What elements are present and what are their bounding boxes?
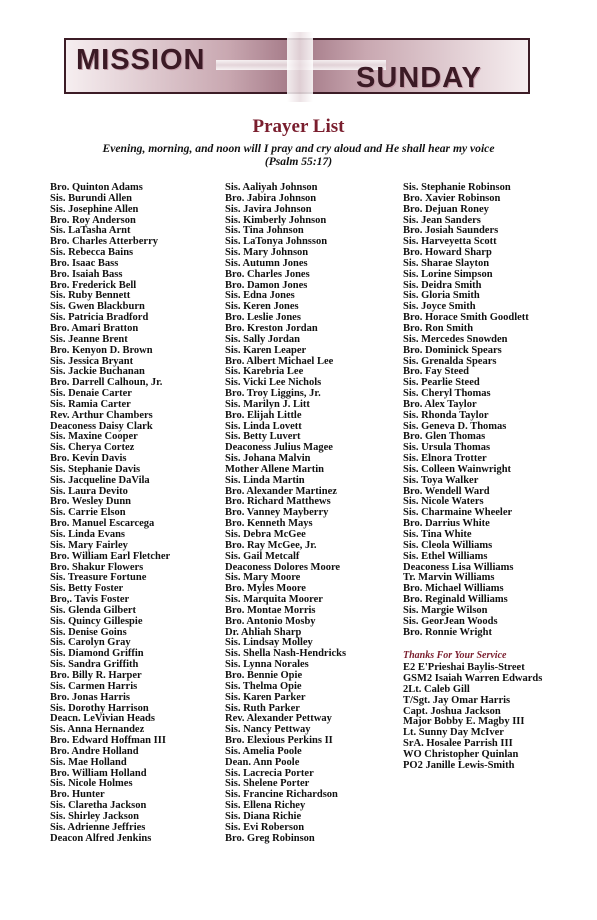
service-members-list (403, 663, 588, 772)
prayer-name: Bro. Dejuan Roney (403, 203, 489, 215)
prayer-name: Sis. Marquita Moorer (225, 594, 323, 606)
prayer-name: Sis. Carmen Harris (50, 680, 138, 692)
prayer-name: Bro. Richard Matthews (225, 496, 331, 508)
prayer-name: Sis. LaTasha Arnt (50, 225, 131, 237)
prayer-name: Sis. Rhonda Taylor (403, 409, 489, 421)
prayer-name: Bro. Edward Hoffman III (50, 735, 166, 747)
prayer-name: Sis. Lindsay Molley (225, 637, 313, 649)
prayer-name: Mother Allene Martin (225, 463, 324, 475)
prayer-name: Sis. Francine Richardson (225, 789, 338, 801)
prayer-name: Bro. Albert Michael Lee (225, 355, 334, 367)
prayer-name: Sis. Keren Jones (225, 301, 299, 313)
prayer-name: Sis. Mary Fairley (50, 539, 128, 551)
prayer-name: Bro. Kenneth Mays (225, 518, 313, 530)
prayer-name: Sis. Sally Jordan (225, 333, 300, 345)
prayer-name: Deaconess Julius Magee (225, 442, 333, 454)
prayer-name: Sis. Adrienne Jeffries (50, 821, 146, 833)
prayer-name: Sis. Rebecca Bains (50, 247, 134, 259)
prayer-name: Sis. Nicole Waters (403, 496, 484, 508)
prayer-name: Sis. Carolyn Gray (50, 637, 131, 649)
prayer-name: Sis. Treasure Fortune (50, 572, 147, 584)
service-member-name: T/Sgt. Jay Omar Harris (403, 694, 511, 706)
prayer-name: Bro. Amari Bratton (50, 322, 139, 334)
prayer-name: Sis. Charmaine Wheeler (403, 507, 513, 519)
prayer-name: Bro. Damon Jones (225, 279, 308, 291)
prayer-name: Deaconess Dolores Moore (225, 561, 341, 573)
prayer-name: Sis. Joyce Smith (403, 301, 476, 313)
prayer-name: Bro. Fay Steed (403, 366, 470, 378)
prayer-name: Deacn. LeVivian Heads (50, 713, 155, 725)
service-member-name: E2 E'Prieshai Baylis-Street (403, 662, 525, 673)
service-heading: Thanks For Your Service (403, 650, 507, 661)
prayer-name: Bro. Bennie Opie (225, 669, 303, 681)
prayer-name: Sis. Linda Martin (225, 474, 305, 486)
prayer-name: Sis. Javira Johnson (225, 203, 312, 215)
prayer-name: Bro. Frederick Bell (50, 279, 137, 291)
prayer-name: Sis. Nicole Holmes (50, 778, 133, 790)
prayer-name: Sis. Debra McGee (225, 529, 306, 540)
prayer-name: Sis. Nancy Pettway (225, 724, 311, 736)
prayer-name: Bro. Hunter (50, 789, 105, 801)
prayer-name: Sis. Josephine Allen (50, 203, 139, 215)
prayer-name: Bro. William Holland (50, 767, 147, 779)
prayer-name: Sis. Tina Johnson (225, 225, 304, 237)
prayer-name: Bro. Michael Williams (403, 583, 504, 595)
verse-text: Evening, morning, and noon will I pray and cry aloud and He shall hear my voice (102, 142, 495, 155)
prayer-name: Bro,. Tavis Foster (50, 594, 130, 606)
page-title: Prayer List (252, 116, 345, 137)
service-member-name: Major Bobby E. Magby III (403, 716, 525, 728)
prayer-name: Bro. Roy Anderson (50, 214, 136, 226)
prayer-name: Sis. Margie Wilson (403, 604, 488, 616)
verse-reference: (Psalm 55:17) (264, 155, 333, 168)
prayer-name: Sis. Geneva D. Thomas (403, 420, 507, 432)
service-member-name: Capt. Joshua Jackson (403, 705, 501, 717)
prayer-list-column-3 (403, 183, 588, 638)
prayer-name: Bro. Elexious Perkins II (225, 735, 333, 747)
prayer-name: Bro. Troy Liggins, Jr. (225, 388, 321, 400)
prayer-name: Bro. Josiah Saunders (403, 225, 499, 237)
prayer-name: Sis. Mary Johnson (225, 247, 309, 259)
prayer-name: Bro. Jonas Harris (50, 691, 131, 703)
prayer-name: Sis. Jessica Bryant (50, 355, 134, 367)
prayer-name: Sis. Karen Leaper (225, 344, 307, 356)
prayer-name: Sis. Claretha Jackson (50, 800, 147, 812)
prayer-name: Bro. Charles Atterberry (50, 236, 158, 248)
prayer-name: Dean. Ann Poole (225, 756, 300, 768)
prayer-list-column-1 (50, 183, 235, 844)
prayer-name: Sis. Stephanie Robinson (403, 182, 511, 193)
prayer-name: Sis. Cleola Williams (403, 539, 493, 551)
prayer-name: Bro. Wesley Dunn (50, 496, 132, 508)
prayer-name: Bro. Darrell Calhoun, Jr. (50, 377, 163, 389)
prayer-name: Sis. Vicki Lee Nichols (225, 377, 322, 389)
prayer-name: Bro. Dominick Spears (403, 344, 502, 356)
prayer-name: Bro. Leslie Jones (225, 312, 301, 324)
prayer-name: Sis. Edna Jones (225, 290, 295, 302)
prayer-name: Sis. Deidra Smith (403, 279, 482, 291)
prayer-name: Bro. Ron Smith (403, 322, 474, 334)
prayer-name: Bro. Darrius White (403, 518, 490, 530)
prayer-name: Sis. Mae Holland (50, 756, 127, 768)
prayer-name: Bro. Horace Smith Goodlett (403, 312, 529, 324)
prayer-name: Sis. Lacrecia Porter (225, 767, 314, 779)
prayer-name: Sis. Harveyetta Scott (403, 236, 497, 248)
prayer-name: Bro. Alex Taylor (403, 398, 477, 410)
prayer-name: Sis. Grenalda Spears (403, 355, 497, 367)
prayer-name: Bro. Ray McGee, Jr. (225, 539, 317, 551)
prayer-name: Sis. Elnora Trotter (403, 453, 487, 465)
prayer-name: Sis. Cherya Cortez (50, 442, 135, 454)
prayer-name: Bro. Manuel Escarcega (50, 518, 155, 530)
prayer-list-column-2 (225, 183, 410, 844)
prayer-name: Sis. Sharae Slayton (403, 257, 490, 269)
prayer-name: Bro. Kreston Jordan (225, 322, 318, 334)
prayer-name: Sis. Kimberly Johnson (225, 214, 327, 226)
prayer-name: Sis. Ursula Thomas (403, 442, 491, 454)
prayer-name: Bro. William Earl Fletcher (50, 550, 171, 562)
prayer-name: Sis. Ellena Richey (225, 800, 306, 812)
banner-word-sunday: SUNDAY (356, 62, 482, 94)
prayer-name: Sis. Dorothy Harrison (50, 702, 149, 714)
prayer-name: Sis. GeorJean Woods (403, 615, 498, 627)
prayer-name: Sis. Amelia Poole (225, 745, 302, 757)
prayer-name: Sis. Shelene Porter (225, 778, 310, 790)
prayer-name: Sis. Betty Foster (50, 583, 124, 595)
mission-sunday-banner (64, 38, 530, 94)
prayer-name: Sis. Karebria Lee (225, 366, 304, 378)
prayer-name: Bro. Vanney Mayberry (225, 507, 329, 519)
prayer-name: Deaconess Daisy Clark (50, 420, 153, 432)
prayer-name: Sis. Cheryl Thomas (403, 388, 491, 400)
prayer-name: Bro. Billy R. Harper (50, 669, 142, 681)
prayer-name: Sis. Linda Lovett (225, 420, 302, 432)
prayer-name: Bro. Isaiah Bass (50, 268, 123, 280)
prayer-name: Sis. Diamond Griffin (50, 648, 144, 660)
scripture-verse (40, 142, 557, 168)
banner-word-mission: MISSION (76, 44, 206, 76)
service-member-name: PO2 Janille Lewis-Smith (403, 760, 515, 772)
prayer-name: Sis. Jacqueline DaVila (50, 474, 150, 486)
prayer-name: Bro. Kenyon D. Brown (50, 344, 153, 356)
prayer-name: Sis. Sandra Griffith (50, 659, 139, 671)
prayer-name: Dr. Ahliah Sharp (225, 626, 302, 638)
prayer-name: Sis. Gloria Smith (403, 290, 480, 302)
prayer-name: Sis. Lynna Norales (225, 659, 309, 671)
service-member-name: WO Christopher Quinlan (403, 749, 519, 761)
prayer-name: Tr. Marvin Williams (403, 572, 495, 584)
prayer-name: Sis. Johana Malvin (225, 453, 311, 465)
prayer-name: Sis. Thelma Opie (225, 680, 302, 692)
prayer-name: Sis. Aaliyah Johnson (225, 182, 318, 193)
prayer-name: Sis. Ramia Carter (50, 398, 131, 410)
prayer-name: Bro. Reginald Williams (403, 594, 508, 606)
prayer-name: Sis. Burundi Allen (50, 192, 132, 204)
prayer-name: Bro. Ronnie Wright (403, 626, 492, 638)
prayer-name: Sis. Patricia Bradford (50, 312, 149, 324)
prayer-name: Bro. Charles Jones (225, 268, 310, 280)
prayer-name: Sis. Colleen Wainwright (403, 463, 512, 475)
service-member-name: SrA. Hosalee Parrish III (403, 738, 513, 750)
prayer-name: Sis. LaTonya Johnsson (225, 236, 328, 248)
prayer-name: Sis. Denaie Carter (50, 388, 132, 400)
prayer-name: Sis. Jeanne Brent (50, 333, 128, 345)
prayer-name: Bro. Isaac Bass (50, 257, 119, 269)
prayer-name: Bro. Kevin Davis (50, 453, 127, 465)
prayer-name: Bro. Glen Thomas (403, 431, 486, 443)
prayer-name: Bro. Xavier Robinson (403, 192, 501, 204)
prayer-name: Deacon Alfred Jenkins (50, 832, 152, 844)
prayer-name: Sis. Karen Parker (225, 691, 306, 703)
prayer-name: Sis. Anna Hernandez (50, 724, 145, 736)
prayer-name: Bro. Quinton Adams (50, 182, 143, 193)
prayer-name: Sis. Gwen Blackburn (50, 301, 145, 313)
prayer-name: Sis. Stephanie Davis (50, 463, 141, 475)
prayer-name: Sis. Laura Devito (50, 485, 128, 497)
prayer-name: Sis. Quincy Gillespie (50, 615, 143, 627)
service-member-name: 2Lt. Caleb Gill (403, 683, 470, 695)
prayer-name: Sis. Toya Walker (403, 474, 479, 486)
prayer-name: Bro. Myles Moore (225, 583, 306, 595)
prayer-name: Bro. Wendell Ward (403, 485, 490, 497)
prayer-name: Sis. Denise Goins (50, 626, 127, 638)
prayer-name: Sis. Carrie Elson (50, 507, 126, 519)
prayer-name: Sis. Shella Nash-Hendricks (225, 648, 347, 660)
prayer-name: Sis. Jean Sanders (403, 214, 481, 226)
prayer-name: Sis. Tina White (403, 529, 472, 540)
service-member-name: Lt. Sunny Day McIver (403, 727, 504, 739)
prayer-name: Sis. Autumn Jones (225, 257, 308, 269)
prayer-name: Sis. Ruth Parker (225, 702, 300, 714)
prayer-name: Sis. Ethel Williams (403, 550, 488, 562)
prayer-name: Sis. Gail Metcalf (225, 550, 300, 562)
prayer-name: Sis. Maxine Cooper (50, 431, 138, 443)
cross-vertical-bar (287, 32, 313, 102)
prayer-name: Sis. Mercedes Snowden (403, 333, 508, 345)
prayer-name: Bro. Elijah Little (225, 409, 302, 421)
prayer-name: Sis. Pearlie Steed (403, 377, 480, 389)
prayer-name: Bro. Shakur Flowers (50, 561, 144, 573)
prayer-name: Sis. Linda Evans (50, 529, 125, 540)
prayer-name: Sis. Marilyn J. Litt (225, 398, 310, 410)
prayer-name: Sis. Glenda Gilbert (50, 604, 137, 616)
prayer-name: Bro. Antonio Mosby (225, 615, 316, 627)
prayer-name: Bro. Andre Holland (50, 745, 139, 757)
prayer-name: Bro. Howard Sharp (403, 247, 492, 259)
prayer-name: Sis. Betty Luvert (225, 431, 301, 443)
prayer-name: Sis. Evi Roberson (225, 821, 305, 833)
prayer-name: Sis. Mary Moore (225, 572, 301, 584)
prayer-name: Bro. Montae Morris (225, 604, 316, 616)
prayer-name: Rev. Arthur Chambers (50, 409, 153, 421)
prayer-name: Bro. Alexander Martinez (225, 485, 337, 497)
prayer-name: Bro. Greg Robinson (225, 832, 315, 844)
prayer-name: Sis. Ruby Bennett (50, 290, 131, 302)
prayer-name: Sis. Shirley Jackson (50, 810, 139, 822)
prayer-name: Sis. Lorine Simpson (403, 268, 493, 280)
prayer-name: Deaconess Lisa Williams (403, 561, 514, 573)
prayer-name: Sis. Diana Richie (225, 810, 302, 822)
prayer-name: Rev. Alexander Pettway (225, 713, 332, 725)
prayer-name: Sis. Jackie Buchanan (50, 366, 145, 378)
service-member-name: GSM2 Isaiah Warren Edwards (403, 672, 543, 684)
prayer-name: Bro. Jabira Johnson (225, 192, 317, 204)
